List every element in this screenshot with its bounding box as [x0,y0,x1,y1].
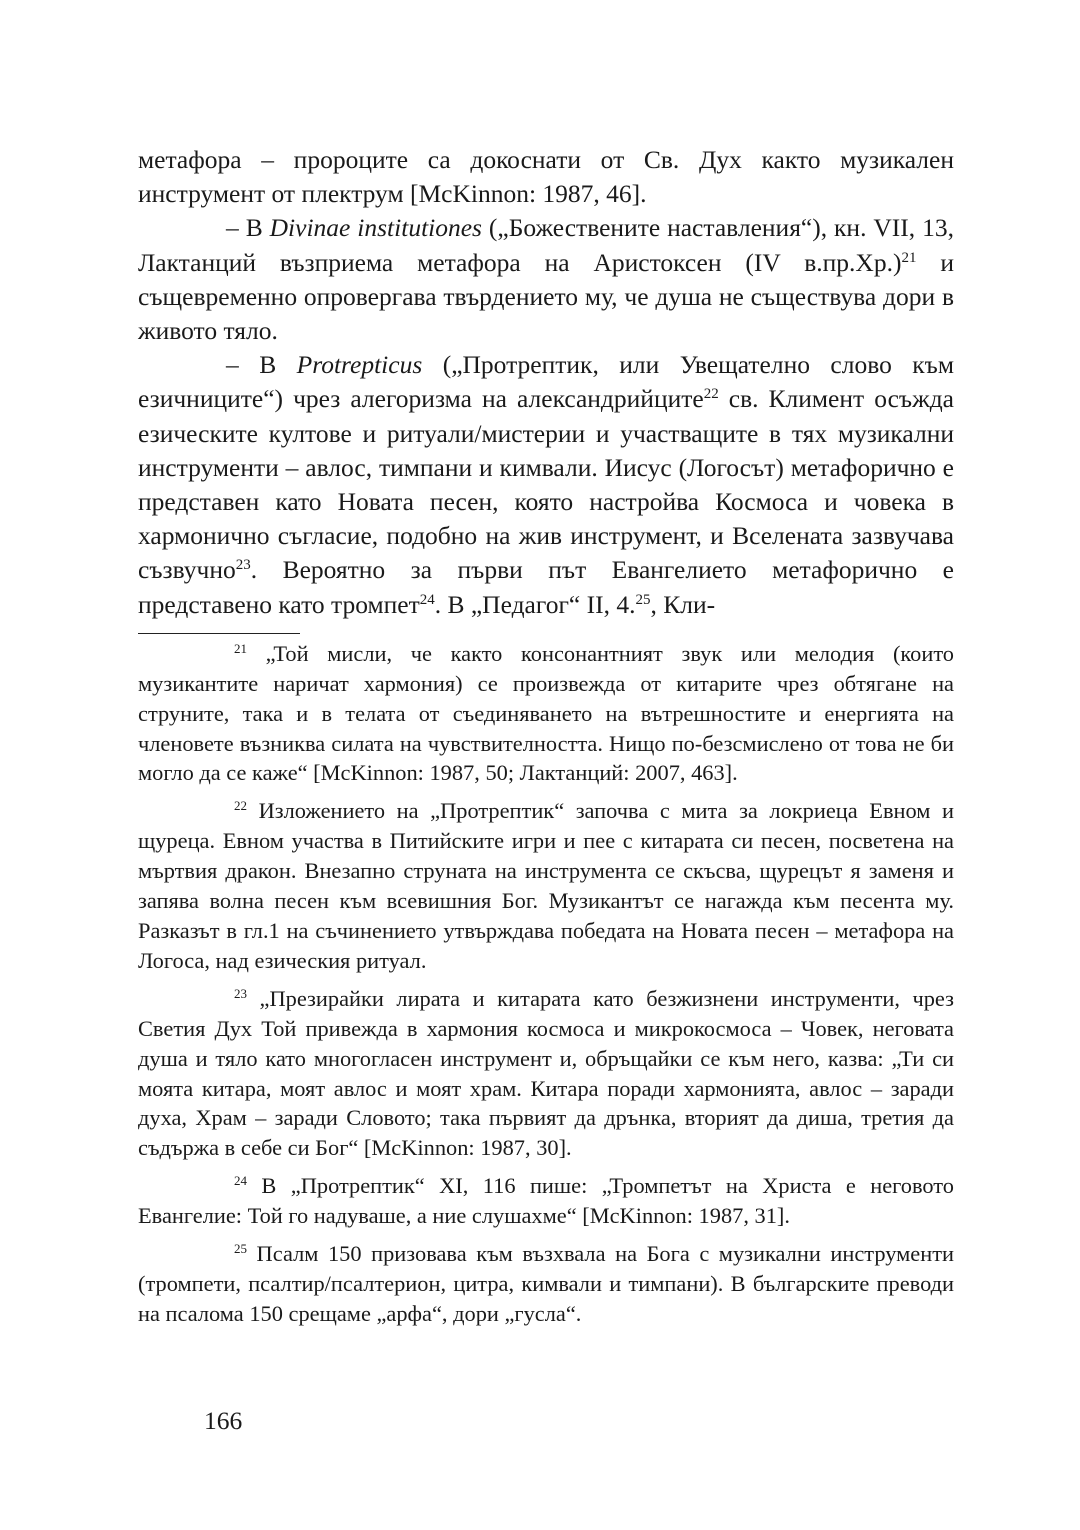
footnote-23 [138,984,954,1163]
page-content [138,143,954,1337]
p3-b: св. Климент осъжда езическите култове и ритуали/мистерии и участващите в тях музикални инструменти – авлос, тимпани и кимвали. Иисус (Логосът) метафорично е представен като Новата песен, която настройва Космоса и човека в хармонично съгласие, подобно на жив инструмент, и Вселената зазвучава съзвучно [138,384,954,585]
footnote-ref-25[interactable]: 25 [635,591,651,608]
footnote-text: „Презирайки лирата и китарата като безжизнени инструменти, чрез Светия Дух Той привежда в хармония космоса и микрокосмоса – Човек, неговата душа и тяло като многогласен инструмент и, обръщайки се към него, казва: „Ти си моята китара, моят авлос и моят храм. Китара поради хармонията, авлос – заради духа, Храм – заради Словото; така първият да дрънка, вторият да диша, третия да съдържа в себе си Бог“ [McKinnon: 1987, 30]. [138,985,954,1161]
footnote-text: Изложението на „Протрептик“ започва с мита за локриеца Евном и щуреца. Евном участва в Питийските игри и пее с китарата си песен, посветена на мъртвия дракон. Внезапно струната на инструмента се скъсва, щурецът я заменя и запява волна песен към всевишния Бог. Музикантът се нагажда към песента му. Разказът в гл.1 на съчинението утвърждава победата на Новата песен – метафора на Логоса, над езическия ритуал. [138,798,954,973]
footnote-ref-22[interactable]: 22 [703,386,719,403]
footnote-text: „Той мисли, че както консонантният звук или мелодия (които музикантите наричат хармония) се произвежда от китарите чрез обтягане на струните, така и в телата от съединяването на вътрешностите и енергията на членовете възниква силата на чувствителността. Нищо по-безсмислено от това не би могло да се каже“ [McKinnon: 1987, 50; Лактанций: 2007, 463]. [138,640,954,786]
p2-italic-title: Divinae institutiones [269,213,482,243]
p3-italic-title: Protrepticus [296,350,423,380]
footnote-22 [138,796,954,975]
footnote-number: 21 [234,640,247,656]
footnote-number: 22 [234,798,247,814]
main-text [138,143,954,622]
p3-pre: – В [226,350,297,380]
paragraph-1 [138,143,954,211]
paragraph-1-text: метафора – пророците са докоснати от Св. Дух както музикален инструмент от плектрум [McKinnon: 1987, 46]. [138,145,954,209]
footnote-text: Псалм 150 призовава към възхвала на Бога с музикални инструменти (тромпети, псалтир/псалтерион, цитра, кимвали и тимпани). В българските преводи на псалома 150 срещаме „арфа“, дори „гусла“. [138,1241,954,1326]
p2-post: и същевременно опровергава твърдението му, че душа не съществува дори в живото тяло. [138,247,954,346]
paragraph-3 [138,348,954,622]
footnote-ref-23[interactable]: 23 [235,557,251,574]
footnote-ref-24[interactable]: 24 [419,591,435,608]
footnote-text: В „Протрептик“ XI, 116 пише: „Тромпетът на Христа е неговото Евангелие: Той го надуваше, а ние слушахме“ [McKinnon: 1987, 31]. [138,1173,954,1229]
footnote-number: 24 [234,1173,247,1189]
footnote-21 [138,639,954,789]
footnotes [138,639,954,1329]
paragraph-2 [138,211,954,348]
p3-a: („Протрептик, или Увещателно слово към езичниците“) чрез алегоризма на александрийците [138,350,955,414]
footnote-number: 25 [234,1241,247,1257]
page-number: 166 [204,1406,243,1435]
footnote-25 [138,1239,954,1329]
footnote-24 [138,1171,954,1231]
p3-d: . В „Педагог“ II, 4. [434,589,636,619]
p3-e: , Кли- [650,589,716,619]
p2-pre: – В [226,213,270,243]
p2-mid: („Божествените наставления“), кн. VII, 13, Лактанций възприема метафора на Аристоксен (IV в.пр.Хр.) [138,213,954,277]
footnote-number: 23 [234,985,247,1001]
footnote-ref-21[interactable]: 21 [901,249,917,266]
p3-c: . Вероятно за първи път Евангелието метафорично е представено като тромпет [138,555,954,619]
footnote-separator [138,633,300,634]
